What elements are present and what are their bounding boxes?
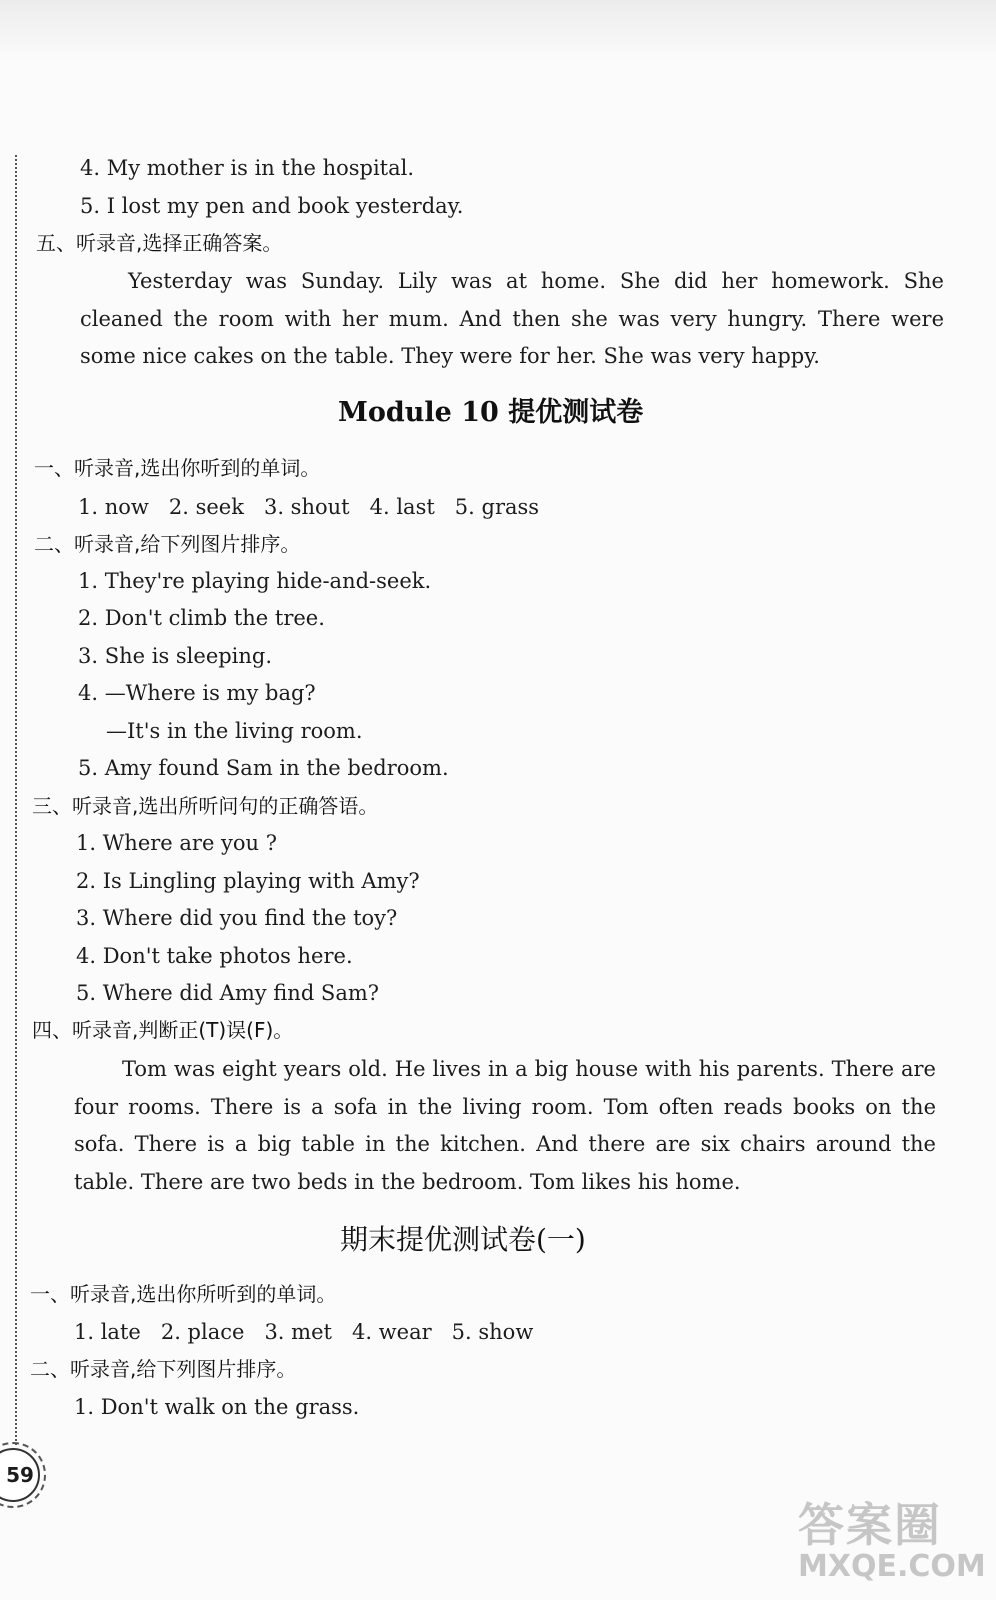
m10-section-1-words: 1. now 2. seek 3. shout 4. last 5. grass: [78, 495, 540, 519]
m10-s2-item-2: 2. Don't climb the tree.: [78, 606, 325, 630]
watermark-url: MXQE.COM: [798, 1549, 986, 1584]
final-s2-item-1: 1. Don't walk on the grass.: [74, 1395, 360, 1419]
final-test-title: 期末提优测试卷(一): [340, 1223, 586, 1256]
m10-s2-item-4-answer: —It's in the living room.: [106, 719, 363, 743]
m10-s3-item-5: 5. Where did Amy find Sam?: [76, 981, 380, 1005]
m10-section-3-heading: 三、听录音,选出所听问句的正确答语。: [32, 794, 379, 818]
m10-section-1-heading: 一、听录音,选出你听到的单词。: [34, 456, 321, 480]
m10-s2-item-5: 5. Amy found Sam in the bedroom.: [78, 756, 449, 780]
section-5-heading: 五、听录音,选择正确答案。: [36, 231, 283, 255]
m10-section-4-passage: Tom was eight years old. He lives in a big house with his parents. There are four rooms. There is a sofa in the living room. Tom often reads books on the sofa. There is a big table in the kitchen. And there are six chairs around the table. There are two beds in the bedroom. Tom likes his home.: [74, 1057, 936, 1194]
m10-s2-item-1: 1. They're playing hide-and-seek.: [78, 569, 432, 593]
m10-s3-item-4: 4. Don't take photos here.: [76, 944, 353, 968]
m10-s3-item-2: 2. Is Lingling playing with Amy?: [76, 869, 420, 893]
final-section-2-heading: 二、听录音,给下列图片排序。: [30, 1357, 297, 1381]
watermark-text: 答案圈: [798, 1498, 942, 1552]
top-item-5: 5. I lost my pen and book yesterday.: [80, 194, 464, 218]
m10-s2-item-4: 4. —Where is my bag?: [78, 681, 316, 705]
top-item-4: 4. My mother is in the hospital.: [80, 156, 415, 180]
m10-s3-item-1: 1. Where are you ?: [76, 831, 278, 855]
m10-s3-item-3: 3. Where did you find the toy?: [76, 906, 398, 930]
final-section-1-heading: 一、听录音,选出你所听到的单词。: [30, 1282, 337, 1306]
m10-section-4-heading: 四、听录音,判断正(T)误(F)。: [32, 1018, 294, 1042]
page-number: 59: [6, 1463, 34, 1487]
watermark-logo: [798, 1500, 988, 1595]
module-10-title: Module 10 提优测试卷: [338, 397, 644, 428]
m10-section-2-heading: 二、听录音,给下列图片排序。: [34, 532, 301, 556]
final-section-1-words: 1. late 2. place 3. met 4. wear 5. show: [74, 1320, 534, 1344]
section-5-passage: Yesterday was Sunday. Lily was at home. She did her homework. She cleaned the room with her mum. And then she was very hungry. There were some nice cakes on the table. They were for her. She was very happy.: [80, 269, 944, 368]
m10-s2-item-3: 3. She is sleeping.: [78, 644, 273, 668]
